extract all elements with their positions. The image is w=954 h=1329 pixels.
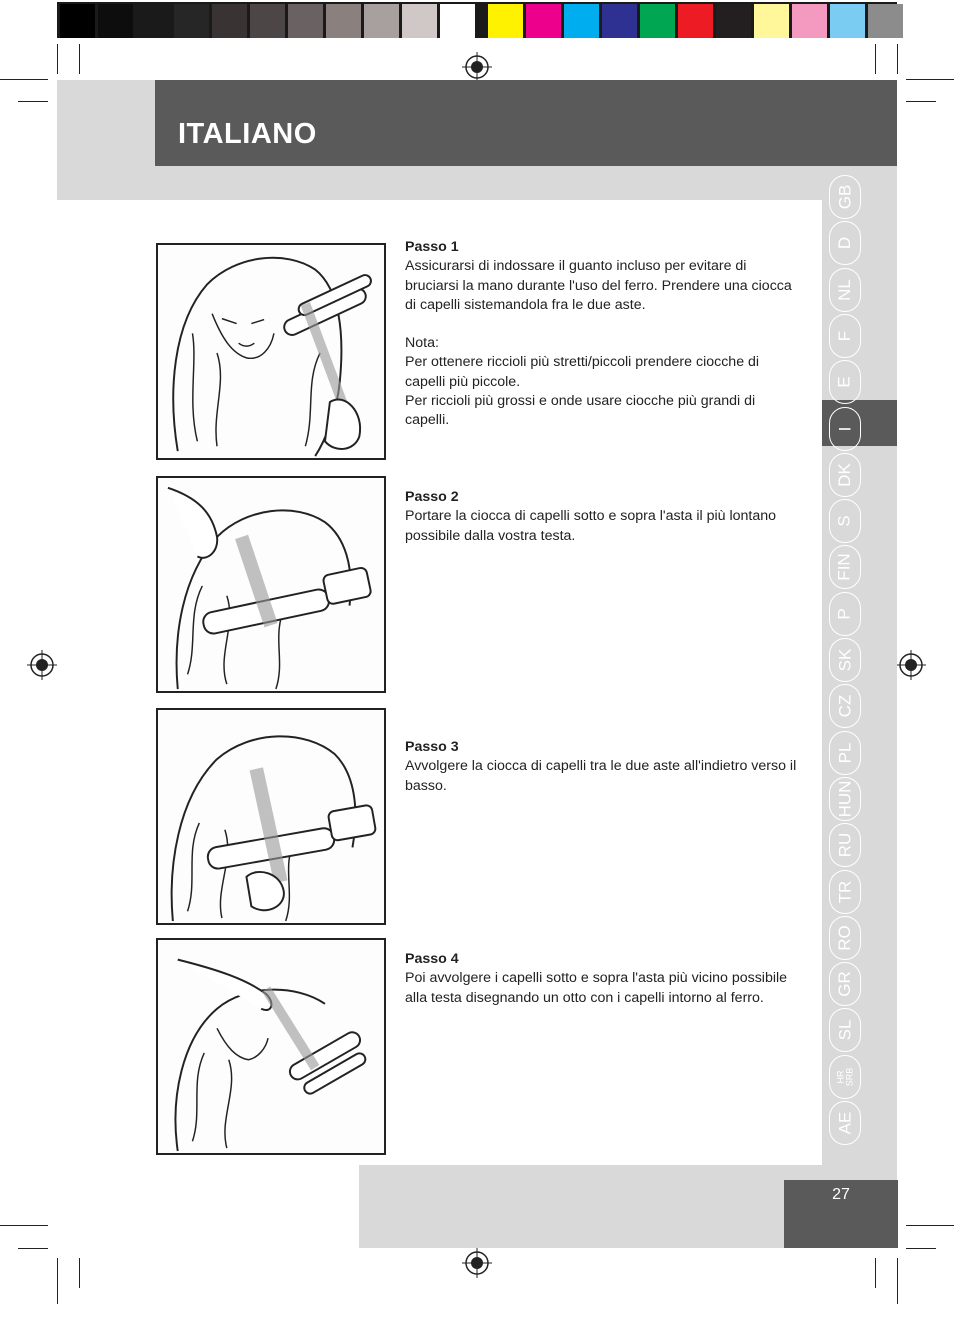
color-swatch <box>754 4 789 38</box>
crop-mark <box>18 101 48 102</box>
language-tab-ae[interactable] <box>829 1101 861 1145</box>
registration-mark-icon <box>896 650 926 680</box>
step-4-title: Passo 4 <box>405 951 459 967</box>
language-tab-sl[interactable] <box>829 1008 861 1052</box>
color-swatch <box>526 4 561 38</box>
step-2-paragraph: Portare la ciocca di capelli sotto e sopra l'asta il più lontano possibile dalla vostra testa. <box>405 508 777 544</box>
language-tab-label: PL <box>834 742 854 764</box>
crop-mark <box>875 44 876 74</box>
language-tab-tr[interactable] <box>829 870 861 914</box>
registration-mark-icon <box>462 52 492 82</box>
page-title: ITALIANO <box>178 118 317 150</box>
color-swatch <box>678 4 713 38</box>
color-swatch <box>716 4 751 38</box>
page-number: 27 <box>832 1186 850 1203</box>
language-tab-hun[interactable] <box>829 777 861 821</box>
language-tab-gb[interactable] <box>829 175 861 219</box>
language-tab-label: S <box>835 515 854 527</box>
language-tab-label: HUN <box>835 780 854 818</box>
step-1-note-small-curls: Per ottenere riccioli più stretti/piccoli prendere ciocche di capelli più piccole. <box>405 354 760 390</box>
color-swatch <box>60 4 95 38</box>
language-tab-sk[interactable] <box>829 638 861 682</box>
language-tab-label: E <box>835 376 854 388</box>
language-tab-d[interactable] <box>829 221 861 265</box>
step-2-title: Passo 2 <box>405 489 459 505</box>
crop-mark <box>79 1258 80 1288</box>
language-tab-ro[interactable] <box>829 916 861 960</box>
step-1-note-large-curls: Per riccioli più grossi e onde usare ciocche più grandi di capelli. <box>405 393 756 429</box>
language-tab-dk[interactable] <box>829 453 861 497</box>
color-swatch <box>868 4 903 38</box>
crop-mark <box>0 1225 48 1226</box>
step-3-title: Passo 3 <box>405 739 459 755</box>
language-tab-label: GR <box>835 971 854 997</box>
step-4-illustration <box>156 938 386 1155</box>
step-4-paragraph: Poi avvolgere i capelli sotto e sopra l'asta più vicino possibile alla testa disegnando un otto con i capelli intorno al ferro. <box>405 970 788 1006</box>
registration-mark-icon <box>462 1248 492 1278</box>
hair-curling-illustration-icon <box>158 245 384 458</box>
language-tab-nl[interactable] <box>829 268 861 312</box>
step-2-text <box>405 488 800 546</box>
language-tab-f[interactable] <box>829 314 861 358</box>
language-tab-label: CZ <box>834 694 854 718</box>
color-swatch <box>136 4 171 38</box>
color-swatch <box>602 4 637 38</box>
language-tab-fin[interactable] <box>829 545 861 589</box>
language-tab-i[interactable] <box>829 407 861 451</box>
color-swatch <box>792 4 827 38</box>
color-swatch <box>830 4 865 38</box>
hair-curling-illustration-icon <box>158 710 384 923</box>
language-tab-label: I <box>834 426 854 432</box>
color-calibration-strip <box>57 2 897 38</box>
language-tab-label: NL <box>834 279 854 301</box>
language-tab-p[interactable] <box>829 592 861 636</box>
language-tab-gr[interactable] <box>829 962 861 1006</box>
crop-mark <box>906 79 954 80</box>
step-1-paragraph: Assicurarsi di indossare il guanto incluso per evitare di bruciarsi la mano durante l'uso del ferro. Prendere una ciocca di capelli sistemandola fra le due aste. <box>405 258 792 313</box>
crop-mark <box>57 1258 58 1304</box>
language-tab-label: RU <box>835 832 854 858</box>
step-4-text <box>405 950 800 1008</box>
color-swatch <box>364 4 399 38</box>
crop-mark <box>57 44 58 74</box>
color-swatch <box>288 4 323 38</box>
step-3-illustration <box>156 708 386 925</box>
crop-mark <box>79 44 80 74</box>
color-swatch <box>402 4 437 38</box>
color-swatch <box>640 4 675 38</box>
step-1-note-label: Nota: <box>405 335 439 352</box>
language-tab-label: P <box>835 608 854 620</box>
crop-mark <box>906 1225 954 1226</box>
step-3-text <box>405 738 800 796</box>
step-2-illustration <box>156 476 386 693</box>
language-tab-label: GB <box>835 184 854 210</box>
color-swatch <box>212 4 247 38</box>
language-tab-label: SL <box>834 1019 854 1041</box>
language-tab-cz[interactable] <box>829 684 861 728</box>
color-swatch <box>326 4 361 38</box>
language-tab-label: D <box>835 236 854 250</box>
crop-mark <box>906 1248 936 1249</box>
step-1-illustration <box>156 243 386 460</box>
language-tab-label: AE <box>835 1111 854 1135</box>
color-swatch <box>488 4 523 38</box>
language-tab-ru[interactable] <box>829 823 861 867</box>
language-tab-label: F <box>834 330 854 342</box>
step-1-text <box>405 238 800 431</box>
registration-mark-icon <box>27 650 57 680</box>
color-swatch <box>250 4 285 38</box>
color-swatch <box>564 4 599 38</box>
crop-mark <box>897 1258 898 1304</box>
color-swatch <box>440 4 475 38</box>
language-tab-pl[interactable] <box>829 731 861 775</box>
color-swatch <box>174 4 209 38</box>
crop-mark <box>875 1258 876 1288</box>
crop-mark <box>897 44 898 74</box>
language-tab-label: RO <box>835 925 854 951</box>
language-tab-e[interactable] <box>829 360 861 404</box>
language-tab-label: FIN <box>834 553 854 581</box>
paragraph-gap <box>405 315 800 334</box>
step-1-title: Passo 1 <box>405 239 459 255</box>
color-swatch <box>98 4 133 38</box>
crop-mark <box>0 79 48 80</box>
hair-curling-illustration-icon <box>158 940 384 1153</box>
step-3-paragraph: Avvolgere la ciocca di capelli tra le due aste all'indietro verso il basso. <box>405 758 797 794</box>
language-tab-label: TR <box>834 880 854 904</box>
hair-curling-illustration-icon <box>158 478 384 691</box>
crop-mark <box>18 1248 48 1249</box>
crop-mark <box>906 101 936 102</box>
language-tab-hr-srb[interactable] <box>829 1055 861 1099</box>
language-tab-label: DK <box>835 463 854 487</box>
language-tab-label: SK <box>835 648 854 672</box>
language-tab-label: HR SRB <box>834 1067 854 1087</box>
language-tab-s[interactable] <box>829 499 861 543</box>
